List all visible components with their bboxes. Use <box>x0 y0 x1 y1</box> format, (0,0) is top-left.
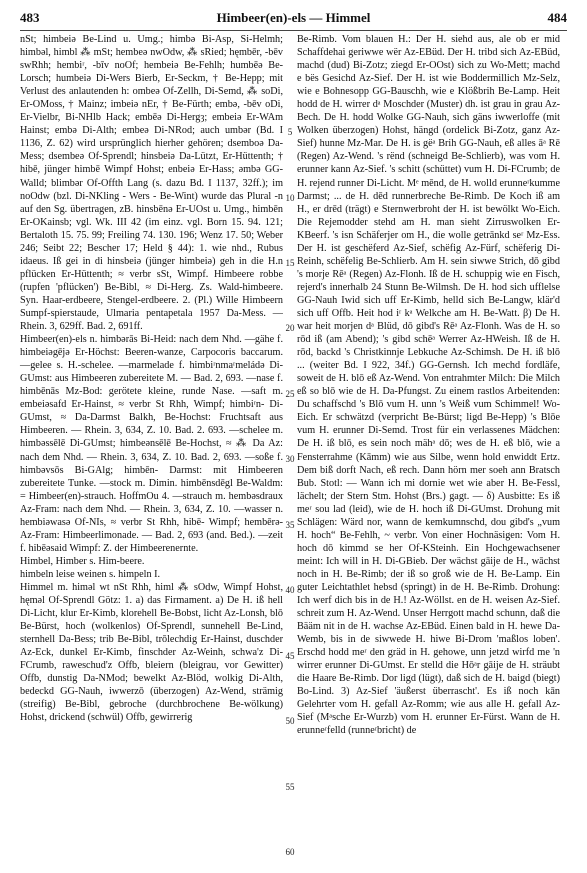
right-column <box>297 33 560 738</box>
line-number: 25 <box>285 389 295 399</box>
entry-himbel: Himbel, Himber s. Him-beere. <box>20 555 145 567</box>
page-header <box>20 10 567 26</box>
line-number: 30 <box>285 454 295 464</box>
entry-himbeeren-els: Himbeer(en)-els n. himbərās Bi-Heid: nach dem Nhd. —gähe f. himbeiəgējə Er-Höchst: Beeren-wanze, Carpocoris baccarum. —gelee s. H.-schelee. —marmelade f. himbiʳnmaʳmeládə Di-GUmst: aus Himbeeren zubereitete M. — Bad. 2, 693. —nase f. himbēnās Mz-Bod: gerötete kleine, runde Nase. —saft m. embeiəsafd Er-Hainst, ≈ verbr St Rhh, Wimpf; himbiʳn- Di-GUmst, ≈ Da-Darmst Balkh, Be-Hochst: Fruchtsaft aus Himbeeren. — Rhein. 3, 634, Z. 10. Bad. 2. 693. —schelee m. himbəssēlē Di-GUmst; himbeənsēlē Be-Hochst, ≈ ⁂ Da Az: nach dem Nhd. — Rhein. 3, 634, Z. 10. Bad. 2, 693. —soße f. himbəvsōs Bi-GAlg; himbēn- Darmst: mit Himbeeren zubereitete Tunke. —stock m. Dimin. himbēnsdēgl Be-Waldm: = Himbeer(en)-strauch. HoffmOu 4. —strauch m. hembəsdraux Az-Fram: nach dem Nhd. — Rhein. 3, 634, Z. 10. —wasser n. hembiəwasə Of-NIs, ≈ verbr St Rhh, hibē- Wimpf; hembērə- Az-Fram: Himbeerlimonade. — Bad. 2, 693 (and. Bed.). —zeit f. hibēəsaid Wimpf: Z. der Himbeerenernte. <box>20 334 283 554</box>
line-number: 10 <box>285 193 295 203</box>
left-column <box>20 33 283 738</box>
line-number: 5 <box>287 127 293 137</box>
line-number: 15 <box>285 258 295 268</box>
entry-himmel-continued: Be-Rimb. Vom blauen H.: Der H. siehd aus, ale ob er mid Schaffdehai geriwwe wër Az-EBüd. Der H. tribd sich Az-EBüd, machd (dud) Bi-Zotz; ziegd Er-OOst) sich zu Wo-Mett; machd e bës Gesichd Az-Sief. Der H. ist wie Boddermillich Mz-Selz, wie e Bohnesopp GG-Bauschh, wie e Klößbrih Be-Lamp. Heit hodd de H. wirrer dᵃ Moschder (Muster) dh. ist grau in grau Az-Bech. De H. hodd Wolke GG-Nauh, sich gäns iwwerloffe (mit Wolken überzogen) Hohst, hängd (ordelick Bi-Zotz, ganz Az-Sief) hunne Mz-Mar. De H. is gëᵃ Brih GG-Nauh, eß alles āᵃ Rē (Regen) Az-Wend. 's rënd (schneigd Be-Schlierb), was vom H. erunner kann Az-Sief. 's schitt (schüttet) vum H. Di-FCrumb; de H. rejend runner Di-Licht. Mᵉ mēnd, de H. wolld erunneʳkumme Darmst; ... de H. dēd runnerbreche Be-Rimb. De Koch iß am H., er drēd (trägt) e Sternwerbroht der H. ist bewölkt Wo-Eich. Die Rejemodder stehd am H. man sieht Zirruswolken Er-KBeerf. 's isn Schäferjer om H., die wolle getrānkd seʳ Mz-Ess. Der H. ist geschëferd Az-Sief, schëfig Az-Fürf, schëferig Di-Reinh, schëfelig Be-Schlierb. Am H. sein siwwe Strich, dō gibd 's morje Rēᵃ (Regen) Az-Flonh. Iß de H. schuppig wie en Fisch, rejerd's innerhalb 24 Stunn Be-Wilmsh. De H. hod sich ufflelse GG-Nauh Iwid sich uff Er-Kimb, helld sich Be-Langw, klär'd sich uff Offb. Heit hod iʳ kᵃ Welkche am H. Be-Watt. β) De H. war heit morjen dᵃ Blüd, dō gibd's Rēᵃ Az-Flonh. Was de H. so rōd iß (am Abend); 's gibd schēᵃ Werrer Az-HWeish. Iß de H. rōd, backd 's Christkinnje Lebkuche Az-Schimsh. De H. iß blō ... (weiter Bd. I 922, 34f.) GG-Gernsh. Ich mechd fordläfe, soweit de H. blō eß Az-Wend. Von entrahmter Milch: Die Milch eß so blō wie de H. Da-Pfungst. Zu einem rastlos Arbeitenden: Du schaffschd 's Blō vum H. unn 's Weiß vum Schimmel! Wo-Eich. Er schwätzd (verpricht Be-Bürst; ligd Be-Hepp) 's Blōe vum H. erunner Di-Semd. Trost für ein verlassenes Mädchen: De H. iß blō, es sein noch mähᵃ dō; wes de H. eß blō, wie a Fensterrahme (Kāmm) wie aus Silbe, wenn hold enwiddt Ertz. Dem biß dorft Nach, eß rech. Dann hörn mer soeh ann Bratsch Bub. Stotl: — Wann ich mi dornie wet wie aber H. Be-Fessl, lächelt; der Stern Stm. Hohst (Brs.) gagt. — δ) Ausbitte: Es iß meʳ sou lad (leid), wie de H. hoch iß Di-GUmst. Drohung mit Schlägen: Wärd nor, wann de kemkumnschd, dou gibd's „vum H. hoch“ Be-Fehlh, ~ verbr. Von einer Hochnäsigen: Vom H. hoch dō kimmd se her Of-KSteinh. Ein Hochgewachsener meint: Ich will in H. Di-GBieb. Der wächst gāije de H., wāchst noch in H. Be-Rimb; der iß so groß wie de H. Be-Lamp. Ein guter Leichtathlet hebsd (springt) in de H. Be-Rimb. Drohung: Ich werf dich bis in de H.! Az-Wöllst. en de H. weisen Az-Sief. schreit zum H. Az-Wend. Unser Herrgott machd schunn, daß die Bääm nit in de H. wachse Az-EBüd. Einen bald in H. hewe Da-Wemb, bis in de siwwede H. hiwe Bi-Drom 'maßlos loben'. Erschd hodd meʳ den gräd in H. gehowe, unn jetzd wirfd me 'n wirrer erunner Di-GUmst. Er stelld die Hōᵃr gāije de H. sträubt die Haare Be-Rimb. Dor ligd (lügt), daß sich de H. baigd (biegt) Bo-Lind. 3) Az-Sief 'äußerst überrascht'. Es iß noch kān Gelehrter vom H. gefall Az-Romm; wie aus alle H. gefall Az-Sief (Mᵃsche Er-Wurzb) vom H. erunner Er-Fürst. Wann de H. erunneʳfelld (runneʳbricht) de <box>297 34 560 737</box>
two-column-body <box>20 33 567 738</box>
page-number-right: 484 <box>547 10 567 25</box>
page-number-left: 483 <box>20 10 40 25</box>
entry-himbeln: himbeln leise weinen s. himpeln I. <box>20 568 161 580</box>
line-number: 35 <box>285 520 295 530</box>
line-number: 50 <box>285 716 295 726</box>
entry-himbeere: nSt; himbeiə Be-Lind u. Umg.; himbə Bi-Asp, Si-Helmh; himbəl, himbl ⁂ mSt; hembeə nwOdw, ⁂ sRied; hęmbēr, -bēv swRhh; hembiʳ, -bīv noOf; hembeiə Be-Fehlh; humbēə Be-Lorsch; humbeiə Di-Wers Bierb, Er-Seckm, † Be-Hepp; mit Verlust des anlautenden h: ombeə Of-Zellh, Di-Semd, ⁂ soDi, Er-OMoss, † Mainz; imbeiə nEr, † Be-Fürth; embə, -bēv oDi, Er-Vielbr, Bi-NHlb Hack; embēə Di-Hergȝ; embeiə Er-WAm Hainst; embə Di-Alth; embeə Di-NRod; auch umbər (Bd. I 1136, Z. 62) wird ursprünglich hierher gehören; dsemboə Da-Mess; dsembeə Of-Sprendl; hinsbeiə Da-Lützt, Er-Hüttenth; † hibē, jünger himbē Wimpf Hohst; enbeiə Er-Hass; əmbə GG-Walld; blimbər Of-Offth Lang (s. dazu Bd. I 1137, 32ff.); im noOdw (bzl. Di-NKling - Wers - Be-Wint) wurde das Plural -n auf den Sg. übertragen, zB. hinsbēnə Er-UOst u. Umg., himbēn Er-OKainsb; vgl. Wk. III 42 (im einz. vgl. Born 15. 94. 121; Bertaloth 15. 75. 99; Freiling 74. 130. 196; Wenz 17. 50; Weber 246; Seibt 22; Bescher 17; Held § 44): 1. wie nhd., Rubus idaeus. Iß gei in di hinsbeiə (jünger himbeiə) geh in die H.n pflücken Er-Hüttenth; ≈ verbr sSt, Wimpf. Himbeere robbe (rupfen 'pflücken') Be-Bibl, ≈ Di-Herg. Zs. Wald-himbeere. Syn. Haar-erdbeere, Stengel-erdbeere. 2. (Pl.) Wille Himbeern Sumpf-spierstaude, Ulmaria pentapetala 1957 Da-Mess. — Rhein. 3, 629ff. Bad. 2, 691ff. <box>20 34 283 333</box>
running-title: Himbeer(en)-els — Himmel <box>216 10 371 25</box>
line-number: 45 <box>285 651 295 661</box>
line-number: 20 <box>285 323 295 333</box>
line-number: 60 <box>285 847 295 857</box>
entry-himmel: Himmel m. himəl wt nSt Rhh, himl ⁂ sOdw, Wimpf Hohst, hęməl Of-Sprendl Götz: 1. a) das Firmament. a) De H. iß hell Di-Licht, klur Er-Kimb, klorehell Be-Bobst, licht Az-Lonsh, blō Be-Bürst, hoch (wolkenlos) Of-Sprendl, sunnehell Be-Lind, sternhell Da-Bess; trib Be-Bibl, trōlechdig Er-Hainst, duschder Az-Eck, dunkel Er-Kimb, finschder Az-Weinh, schwa'z Di-FCrumb, raweschud'z Offb, bleiern (bleigrau, vor Gewitter) Offb, dunstig Da-NMod; bewelkt Az-Blöd, wolkig Di-Alth, bedeckd GG-Nauh, iwwerzō (überzogen) Az-Wend, strämig (streifig) Be-Bibl, gebroche (durchbrochene Be-wölkung) Hohst, drickend (schwül) Offb, gewirrerig <box>20 581 283 724</box>
header-rule <box>20 30 567 31</box>
line-number: 40 <box>285 585 295 595</box>
line-number: 55 <box>285 782 295 792</box>
